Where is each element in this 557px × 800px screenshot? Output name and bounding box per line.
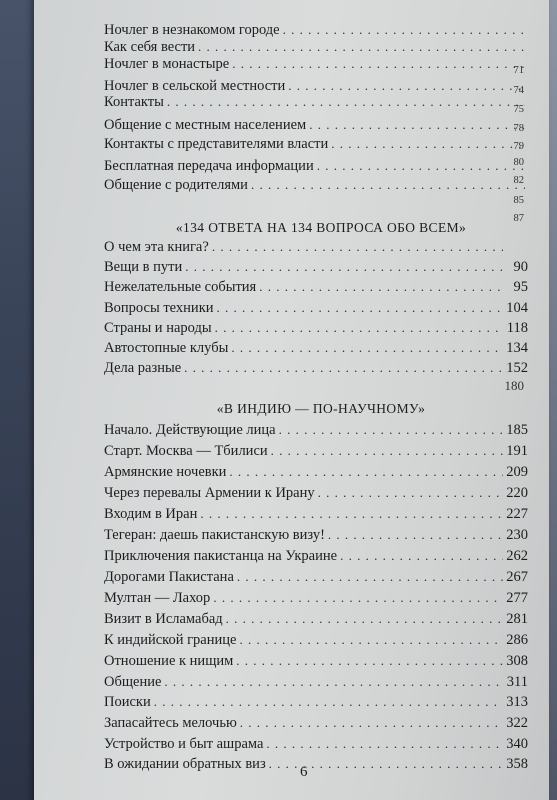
toc-entry [104,360,528,380]
dot-leader [200,506,503,522]
toc-entry-title: Тегеран: даешь пакистанскую визу! [104,527,325,543]
page-ref: 281 [506,611,528,627]
toc-entry [104,611,528,631]
toc-entry [104,239,528,259]
toc-entry-title: Приключения пакистанца на Украине [104,548,338,564]
toc-entry-title: К индийской границе [104,632,237,648]
page-ref: 95 [513,279,528,295]
page-ref: 74 [513,85,524,96]
toc-entry [104,736,528,756]
toc-entry-title: Страны и народы [104,320,212,336]
dot-leader [215,320,503,336]
dot-leader [279,422,503,438]
toc-entry [104,590,528,610]
dot-leader [271,443,503,459]
page-ref: 90 [513,259,528,275]
page-ref: 311 [506,674,528,690]
toc-entry-title: О чем эта книга? [104,239,209,255]
page-ref: 180 [504,378,524,393]
page-ref: 286 [506,632,528,648]
toc-entry [104,340,528,360]
toc-entry [104,756,528,776]
page-ref: 85 [513,195,524,206]
toc-entry [104,464,528,484]
toc-entry [104,136,528,156]
page-number: 6 [300,764,308,780]
page-ref: 262 [506,548,528,564]
dot-leader [185,259,503,275]
dot-leader [317,158,525,174]
dot-leader [213,590,503,606]
dot-leader [340,548,503,564]
toc-entry-title: Как себя вести [104,39,196,55]
toc-entry [104,674,528,694]
toc-entry-title: Бесплатная передача информации [104,158,314,174]
toc-entry [104,569,528,589]
page-ref: 209 [506,464,528,480]
toc-entry [104,527,528,547]
dot-leader [229,464,503,480]
toc-entry-title: Дорогами Пакистана [104,569,234,585]
dot-leader [184,360,503,376]
section-heading: «В ИНДИЮ — ПО-НАУЧНОМУ» [216,401,426,416]
page-ref: 104 [506,300,528,316]
toc-entry-title: Начало. Действующие лица [104,422,276,438]
dot-leader [240,715,503,731]
toc-entry-title: Общение с родителями [104,177,248,193]
toc-entry-title: Нежелательные события [104,279,257,295]
page-ref: 230 [506,527,528,543]
toc-entry-title: Вещи в пути [104,259,183,275]
page-ref: 277 [506,590,528,606]
toc-entry [104,259,528,279]
page-ref: 185 [506,422,528,438]
toc-entry-title: Ночлег в незнакомом городе [104,22,280,38]
dot-leader [266,736,503,752]
page-ref: 267 [506,569,528,585]
toc-entry [104,300,528,320]
dot-leader [237,569,503,585]
toc-entry-title: Мултан — Лахор [104,590,211,606]
page-ref: 78 [513,123,524,134]
dot-leader [236,653,503,669]
dot-leader [226,611,503,627]
page-ref: 152 [506,360,528,376]
page-ref: 118 [506,320,528,336]
toc-entry [104,177,528,197]
dot-leader [328,527,503,543]
page-ref: 227 [506,506,528,522]
toc-entry [104,279,528,299]
toc-entry-title: Входим в Иран [104,506,198,522]
toc-entry [104,117,528,137]
toc-entry-title: Контакты с представителями власти [104,136,329,152]
dot-leader [239,632,503,648]
toc-entry-title: Общение [104,674,162,690]
dot-leader [154,694,503,710]
page-ref: 340 [506,736,528,752]
toc-entry [104,422,528,442]
dot-leader [231,340,503,356]
toc-entry [104,158,528,178]
dot-leader [309,117,525,133]
page-ref: 82 [513,175,524,186]
toc-entry-title: Вопросы техники [104,300,214,316]
dot-leader [259,279,503,295]
toc-entry-title: Устройство и быт ашрама [104,736,264,752]
toc-entry-title: Армянские ночевки [104,464,227,480]
dot-leader [198,39,525,55]
toc-entry [104,715,528,735]
toc-entry [104,443,528,463]
page-ref: 75 [513,104,524,115]
toc-entry-title: Общение с местным населением [104,117,307,133]
dot-leader [318,485,503,501]
toc-entry-title: Автостопные клубы [104,340,229,356]
dot-leader [164,674,503,690]
dot-leader [232,56,525,72]
toc-entry-title: Поиски [104,694,151,710]
toc-entry [104,485,528,505]
toc-entry [104,653,528,673]
dot-leader [251,177,525,193]
page-ref: 308 [506,653,528,669]
dot-leader [283,22,525,38]
toc-entry-title: Через перевалы Армении к Ирану [104,485,315,501]
toc-entry [104,506,528,526]
page-ref: 134 [506,340,528,356]
page-ref: 322 [506,715,528,731]
toc-entry-title: Старт. Москва — Тбилиси [104,443,268,459]
page-ref: 79 [513,141,524,152]
page-ref: 358 [506,756,528,772]
dot-leader [288,78,525,94]
section-heading: «134 ОТВЕТА НА 134 ВОПРОСА ОБО ВСЕМ» [175,220,467,235]
page-ref: 71 [513,65,524,76]
toc-entry-title: Запасайтесь мелочью [104,715,237,731]
toc-entry-title: Дела разные [104,360,182,376]
page-ref: 313 [506,694,528,710]
toc-entry-title: Визит в Исламабад [104,611,223,627]
page-ref: 80 [513,157,524,168]
dot-leader [217,300,503,316]
dot-leader [331,136,525,152]
toc-entry [104,94,528,114]
toc-entry [104,548,528,568]
toc-entry [104,320,528,340]
dot-leader [167,94,525,110]
toc-entry-title: Ночлег в сельской местности [104,78,286,94]
toc-entry-title: Ночлег в монастыре [104,56,230,72]
page-ref: 87 [513,213,524,224]
toc-entry-title: Контакты [104,94,164,110]
page-ref: 220 [506,485,528,501]
toc-entry [104,56,528,76]
toc-entry [104,694,528,714]
toc-entry [104,632,528,652]
page-ref: 191 [506,443,528,459]
dot-leader [212,239,503,255]
toc-entry-title: Отношение к нищим [104,653,234,669]
toc-entry-title: В ожидании обратных виз [104,756,266,772]
